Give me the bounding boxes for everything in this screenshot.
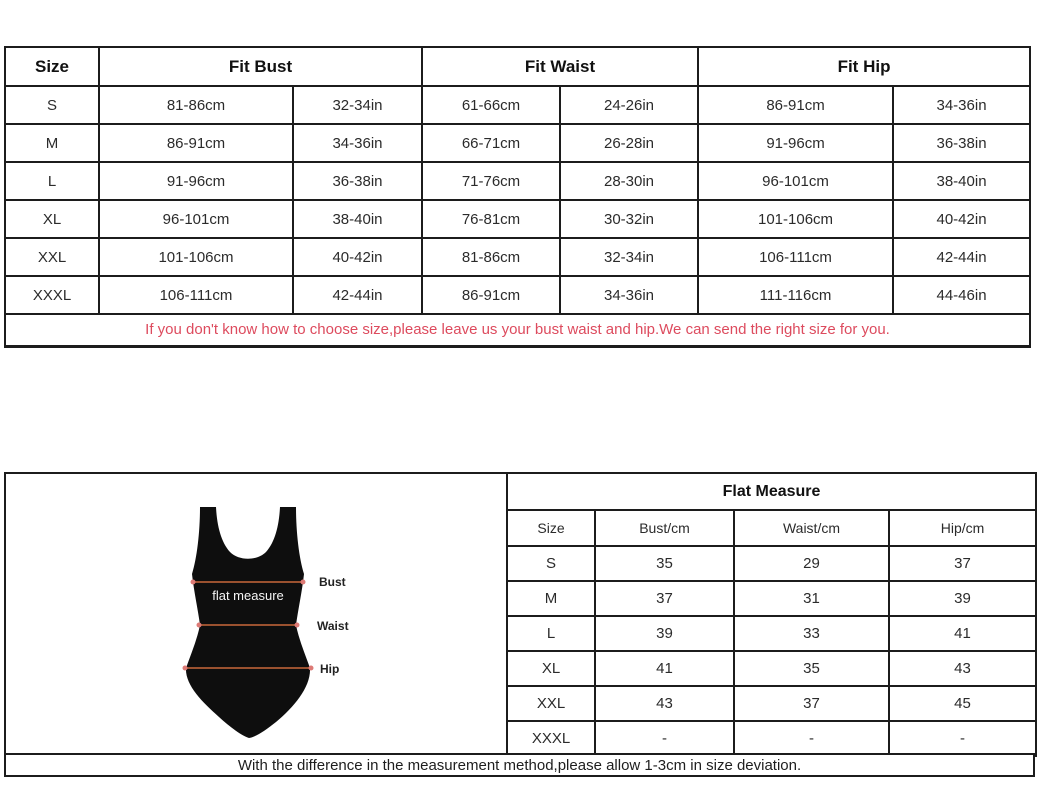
- bust-in-cell: 40-42in: [293, 238, 422, 276]
- hip-in-cell: 42-44in: [893, 238, 1030, 276]
- fit-size-table: [4, 46, 1031, 348]
- flat-header-bust: Bust/cm: [595, 510, 734, 546]
- size-cell: M: [507, 581, 595, 616]
- table-row: [5, 86, 1030, 124]
- deviation-note: With the difference in the measurement method,please allow 1-3cm in size deviation.: [4, 753, 1035, 777]
- hip-in-cell: 44-46in: [893, 276, 1030, 314]
- hip-in-cell: 36-38in: [893, 124, 1030, 162]
- swimsuit-silhouette: [186, 507, 310, 738]
- fit-header-bust: Fit Bust: [99, 47, 422, 86]
- hip-in-cell: 38-40in: [893, 162, 1030, 200]
- bust-cm-cell: 91-96cm: [99, 162, 293, 200]
- bust-cell: 39: [595, 616, 734, 651]
- hip-in-cell: 40-42in: [893, 200, 1030, 238]
- waist-cell: 35: [734, 651, 889, 686]
- table-row: [507, 546, 1036, 581]
- size-cell: XXL: [5, 238, 99, 276]
- table-row: [507, 686, 1036, 721]
- waist-in-cell: 24-26in: [560, 86, 698, 124]
- measurement-diagram-box: [4, 472, 508, 755]
- table-row: [5, 238, 1030, 276]
- hip-cm-cell: 96-101cm: [698, 162, 893, 200]
- table-row: [5, 276, 1030, 314]
- waist-cell: 37: [734, 686, 889, 721]
- hip-cell: 39: [889, 581, 1036, 616]
- flat-table-header-row: [507, 510, 1036, 546]
- bust-cm-cell: 106-111cm: [99, 276, 293, 314]
- hip-label: Hip: [320, 662, 340, 676]
- hip-cell: -: [889, 721, 1036, 756]
- flat-header-hip: Hip/cm: [889, 510, 1036, 546]
- waist-cell: 29: [734, 546, 889, 581]
- bust-in-cell: 38-40in: [293, 200, 422, 238]
- size-cell: L: [507, 616, 595, 651]
- bust-cell: 43: [595, 686, 734, 721]
- waist-cm-cell: 61-66cm: [422, 86, 560, 124]
- bust-cell: 35: [595, 546, 734, 581]
- bust-in-cell: 42-44in: [293, 276, 422, 314]
- fit-header-waist: Fit Waist: [422, 47, 698, 86]
- fit-header-size: Size: [5, 47, 99, 86]
- table-row: [5, 162, 1030, 200]
- waist-cell: 33: [734, 616, 889, 651]
- bust-cm-cell: 81-86cm: [99, 86, 293, 124]
- waist-cell: 31: [734, 581, 889, 616]
- garment-flat-measure-label: flat measure: [212, 588, 284, 603]
- bust-cell: 41: [595, 651, 734, 686]
- hip-cm-cell: 106-111cm: [698, 238, 893, 276]
- waist-in-cell: 34-36in: [560, 276, 698, 314]
- hip-in-cell: 34-36in: [893, 86, 1030, 124]
- size-cell: XXXL: [507, 721, 595, 756]
- table-row: [507, 651, 1036, 686]
- table-row: [507, 616, 1036, 651]
- bust-cm-cell: 86-91cm: [99, 124, 293, 162]
- flat-header-size: Size: [507, 510, 595, 546]
- hip-cm-cell: 101-106cm: [698, 200, 893, 238]
- waist-cm-cell: 71-76cm: [422, 162, 560, 200]
- swimsuit-diagram: [6, 474, 506, 753]
- flat-measure-title: Flat Measure: [507, 473, 1036, 510]
- flat-table-title-row: [507, 473, 1036, 510]
- size-cell: XXXL: [5, 276, 99, 314]
- flat-measure-table: [506, 472, 1037, 757]
- waist-cm-cell: 86-91cm: [422, 276, 560, 314]
- table-row: [5, 124, 1030, 162]
- waist-cell: -: [734, 721, 889, 756]
- hip-cell: 41: [889, 616, 1036, 651]
- hip-cell: 43: [889, 651, 1036, 686]
- hip-cm-cell: 91-96cm: [698, 124, 893, 162]
- hip-cell: 45: [889, 686, 1036, 721]
- bust-cell: -: [595, 721, 734, 756]
- size-cell: XXL: [507, 686, 595, 721]
- size-cell: L: [5, 162, 99, 200]
- waist-in-cell: 30-32in: [560, 200, 698, 238]
- bust-in-cell: 32-34in: [293, 86, 422, 124]
- waist-cm-cell: 76-81cm: [422, 200, 560, 238]
- hip-cell: 37: [889, 546, 1036, 581]
- hip-cm-cell: 111-116cm: [698, 276, 893, 314]
- fit-table-header-row: [5, 47, 1030, 86]
- bust-in-cell: 34-36in: [293, 124, 422, 162]
- size-cell: M: [5, 124, 99, 162]
- waist-in-cell: 32-34in: [560, 238, 698, 276]
- waist-cm-cell: 81-86cm: [422, 238, 560, 276]
- size-cell: S: [5, 86, 99, 124]
- bust-in-cell: 36-38in: [293, 162, 422, 200]
- table-row: [507, 581, 1036, 616]
- fit-header-hip: Fit Hip: [698, 47, 1030, 86]
- size-cell: XL: [5, 200, 99, 238]
- waist-in-cell: 26-28in: [560, 124, 698, 162]
- waist-in-cell: 28-30in: [560, 162, 698, 200]
- bust-cell: 37: [595, 581, 734, 616]
- hip-cm-cell: 86-91cm: [698, 86, 893, 124]
- bust-cm-cell: 96-101cm: [99, 200, 293, 238]
- bust-label: Bust: [319, 575, 346, 589]
- size-help-note: If you don't know how to choose size,please leave us your bust waist and hip.We can send the right size for you.: [5, 314, 1030, 346]
- size-cell: XL: [507, 651, 595, 686]
- bust-cm-cell: 101-106cm: [99, 238, 293, 276]
- table-row: [5, 200, 1030, 238]
- waist-cm-cell: 66-71cm: [422, 124, 560, 162]
- flat-header-waist: Waist/cm: [734, 510, 889, 546]
- size-cell: S: [507, 546, 595, 581]
- size-help-note-row: [5, 314, 1030, 346]
- waist-label: Waist: [317, 619, 349, 633]
- table-row: [507, 721, 1036, 756]
